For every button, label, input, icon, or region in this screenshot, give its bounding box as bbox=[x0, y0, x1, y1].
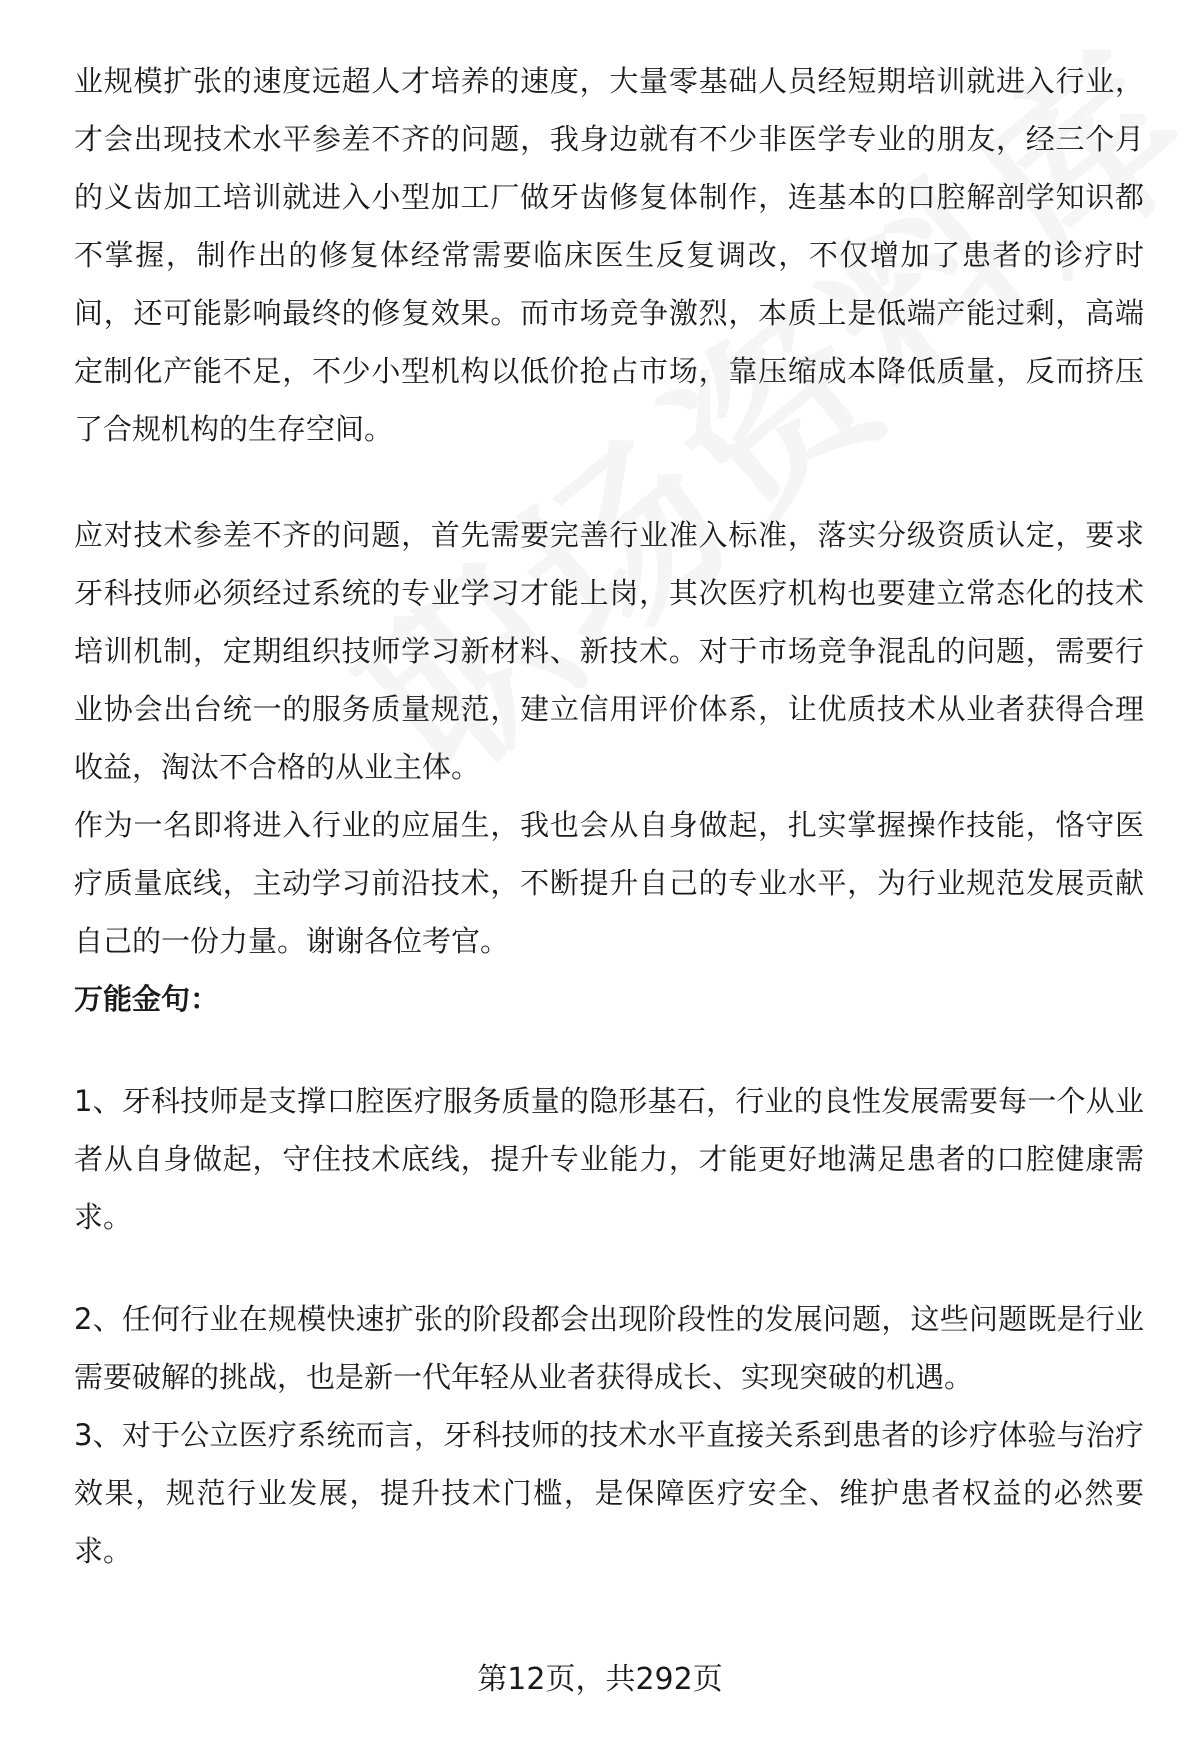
paragraph-1: 业规模扩张的速度远超人才培养的速度，大量零基础人员经短期培训就进入行业，才会出现技术水平参差不齐的问题，我身边就有不少非医学专业的朋友，经三个月的义齿加工培训就进入小型加工厂做牙齿修复体制作，连基本的口腔解剖学知识都不掌握，制作出的修复体经常需要临床医生反复调改，不仅增加了患者的诊疗时间，还可能影响最终的修复效果。而市场竞争激烈，本质上是低端产能过剩，高端定制化产能不足，不少小型机构以低价抢占市场，靠压缩成本降低质量，反而挤压了合规机构的生存空间。 bbox=[74, 64, 1144, 446]
paragraph-3: 作为一名即将进入行业的应届生，我也会从自身做起，扎实掌握操作技能，恪守医疗质量底线，主动学习前沿技术，不断提升自己的专业水平，为行业规范发展贡献自己的一份力量。谢谢各位考官。 bbox=[74, 808, 1144, 958]
paragraph-2: 应对技术参差不齐的问题，首先需要完善行业准入标准，落实分级资质认定，要求牙科技师必须经过系统的专业学习才能上岗，其次医疗机构也要建立常态化的技术培训机制，定期组织技师学习新材料、新技术。对于市场竞争混乱的问题，需要行业协会出台统一的服务质量规范，建立信用评价体系，让优质技术从业者获得合理收益，淘汰不合格的从业主体。 bbox=[74, 518, 1144, 784]
golden-sentence-1: 1、牙科技师是支撑口腔医疗服务质量的隐形基石，行业的良性发展需要每一个从业者从自身做起，守住技术底线，提升专业能力，才能更好地满足患者的口腔健康需求。 bbox=[74, 1084, 1144, 1234]
document-body bbox=[74, 52, 1144, 1580]
page-number: 第12页，共292页 bbox=[477, 1662, 723, 1697]
golden-sentence-3: 3、对于公立医疗系统而言，牙科技师的技术水平直接关系到患者的诊疗体验与治疗效果，规范行业发展，提升技术门槛，是保障医疗安全、维护患者权益的必然要求。 bbox=[74, 1418, 1144, 1568]
section-heading: 万能金句： bbox=[74, 982, 220, 1016]
golden-sentence-2: 2、任何行业在规模快速扩张的阶段都会出现阶段性的发展问题，这些问题既是行业需要破解的挑战，也是新一代年轻从业者获得成长、实现突破的机遇。 bbox=[74, 1302, 1144, 1394]
